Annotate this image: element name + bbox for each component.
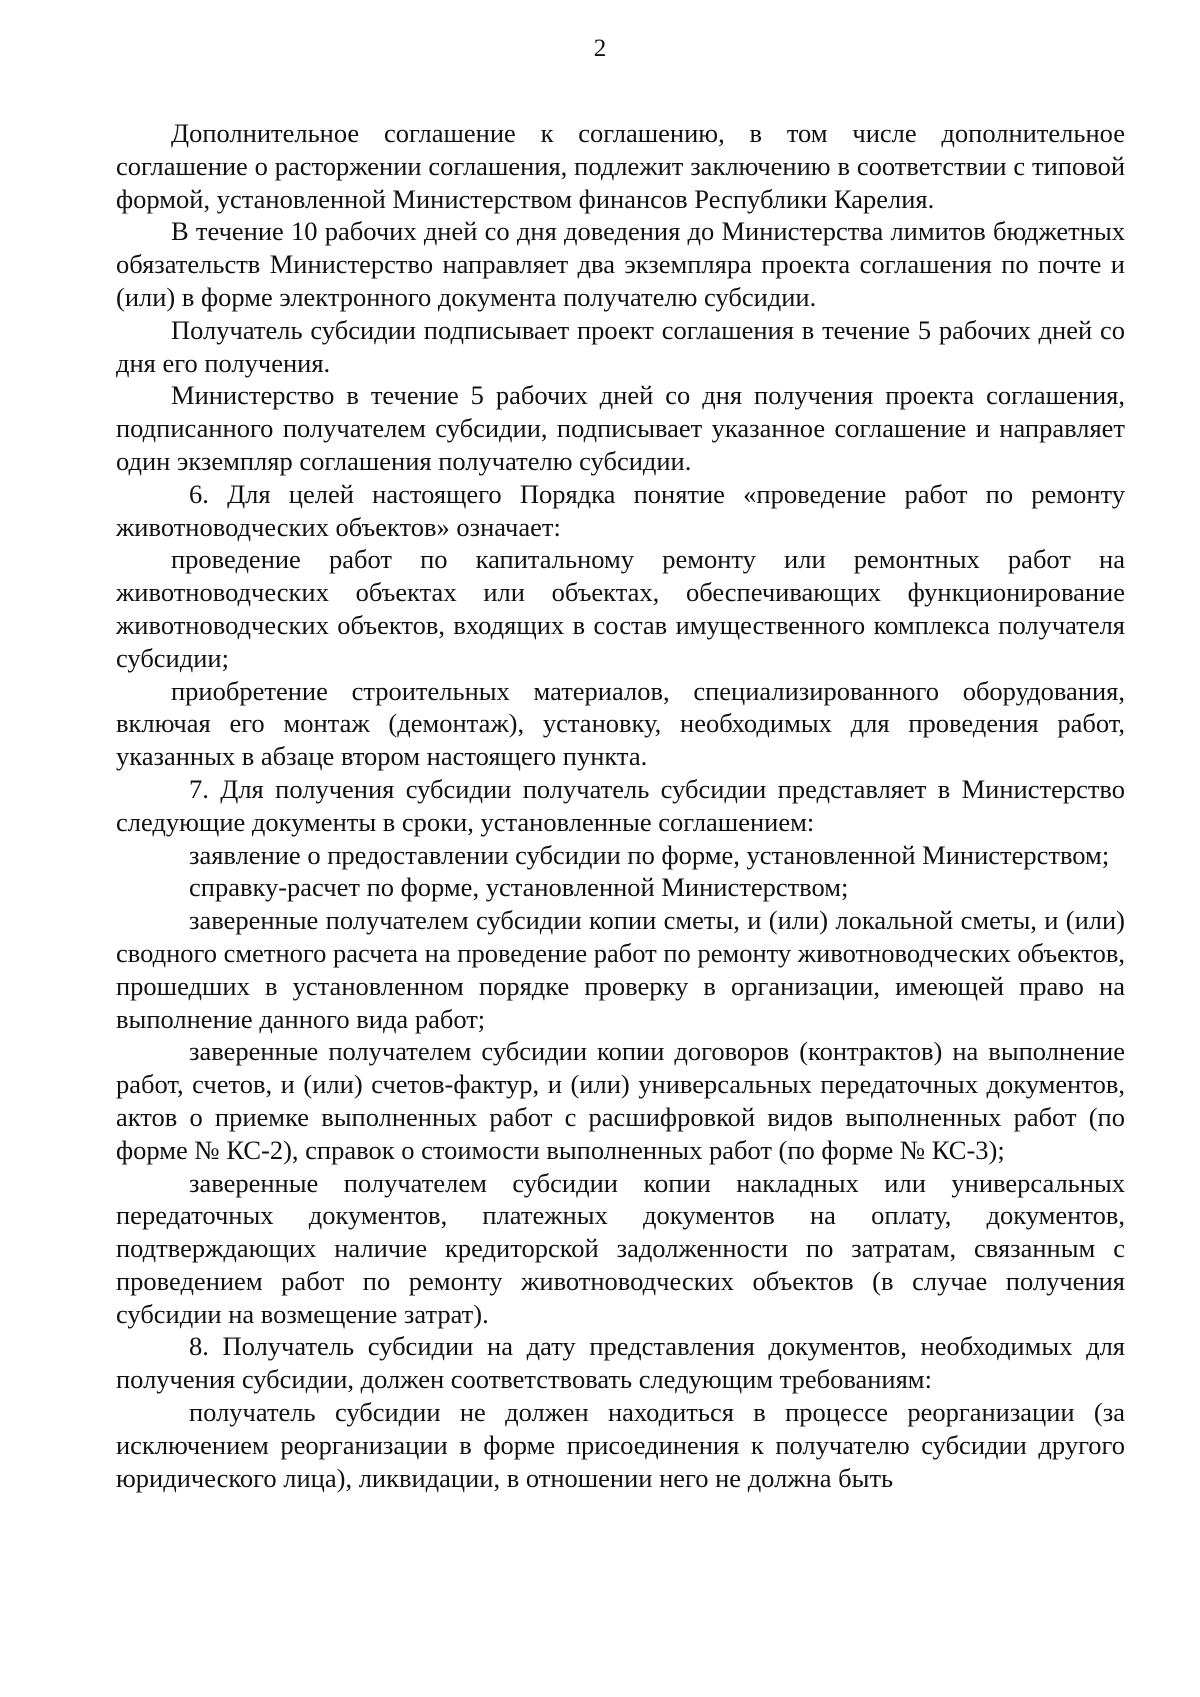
paragraph-estimate-copies: заверенные получателем субсидии копии сметы, и (или) локальной сметы, и (или) сводного сметного расчета на проведение работ по ремонту животноводческих объектов, прошедших в установленном порядке проверку в организации, имеющей право на выполнение данного вида работ; [116, 905, 1125, 1034]
paragraph-reorganization: получатель субсидии не должен находиться в процессе реорганизации (за исключением реорганизации в форме присоединения к получателю субсидии другого юридического лица), ликвидации, в отношении него не должна быть [116, 1397, 1125, 1493]
paragraph-application: заявление о предоставлении субсидии по форме, установленной Министерством; [189, 839, 1110, 870]
paragraph-ministry-signs: Министерство в течение 5 рабочих дней со дня получения проекта соглашения, подписанного получателем субсидии, подписывает указанное соглашение и направляет один экземпляр соглашения получателю субсидии. [116, 380, 1125, 476]
paragraph-draft-sending: В течение 10 рабочих дней со дня доведения до Министерства лимитов бюджетных обязательств Министерство направляет два экземпляра проекта соглашения по почте и (или) в форме электронного документа получателю субсидии. [116, 216, 1125, 312]
document-body [116, 117, 1125, 1494]
page-number: 2 [593, 35, 607, 62]
paragraph-invoice-copies: заверенные получателем субсидии копии накладных или универсальных передаточных документов, платежных документов на оплату, документов, подтверждающих наличие кредиторской задолженности по затратам, связанным с проведением работ по ремонту животноводческих объектов (в случае получения субсидии на возмещение затрат). [116, 1167, 1125, 1329]
paragraph-item-8: 8. Получатель субсидии на дату представления документов, необходимых для получения субсидии, должен соответствовать следующим требованиям: [116, 1331, 1125, 1395]
paragraph-item-6: 6. Для целей настоящего Порядка понятие «проведение работ по ремонту животноводческих объектов» означает: [116, 478, 1125, 542]
paragraph-repair-works: проведение работ по капитальному ремонту или ремонтных работ на животноводческих объектах или объектах, обеспечивающих функционирование животноводческих объектов, входящих в состав имущественного комплекса получателя субсидии; [116, 544, 1125, 673]
paragraph-contract-copies: заверенные получателем субсидии копии договоров (контрактов) на выполнение работ, счетов, и (или) счетов-фактур, и (или) универсальных передаточных документов, актов о приемке выполненных работ с расшифровкой видов выполненных работ (по форме № КС-2), справок о стоимости выполненных работ (по форме № КС-3); [116, 1036, 1125, 1165]
paragraph-calculation: справку-расчет по форме, установленной Министерством; [189, 872, 849, 903]
paragraph-recipient-signs: Получатель субсидии подписывает проект соглашения в течение 5 рабочих дней со дня его получения. [116, 314, 1125, 378]
paragraph-materials-purchase: приобретение строительных материалов, специализированного оборудования, включая его монтаж (демонтаж), установку, необходимых для проведения работ, указанных в абзаце втором настоящего пункта. [116, 675, 1125, 772]
paragraph-item-7: 7. Для получения субсидии получатель субсидии представляет в Министерство следующие документы в сроки, установленные соглашением: [116, 773, 1125, 837]
paragraph-additional-agreement: Дополнительное соглашение к соглашению, в том числе дополнительное соглашение о расторжении соглашения, подлежит заключению в соответствии с типовой формой, установленной Министерством финансов Республики Карелия. [116, 118, 1125, 214]
